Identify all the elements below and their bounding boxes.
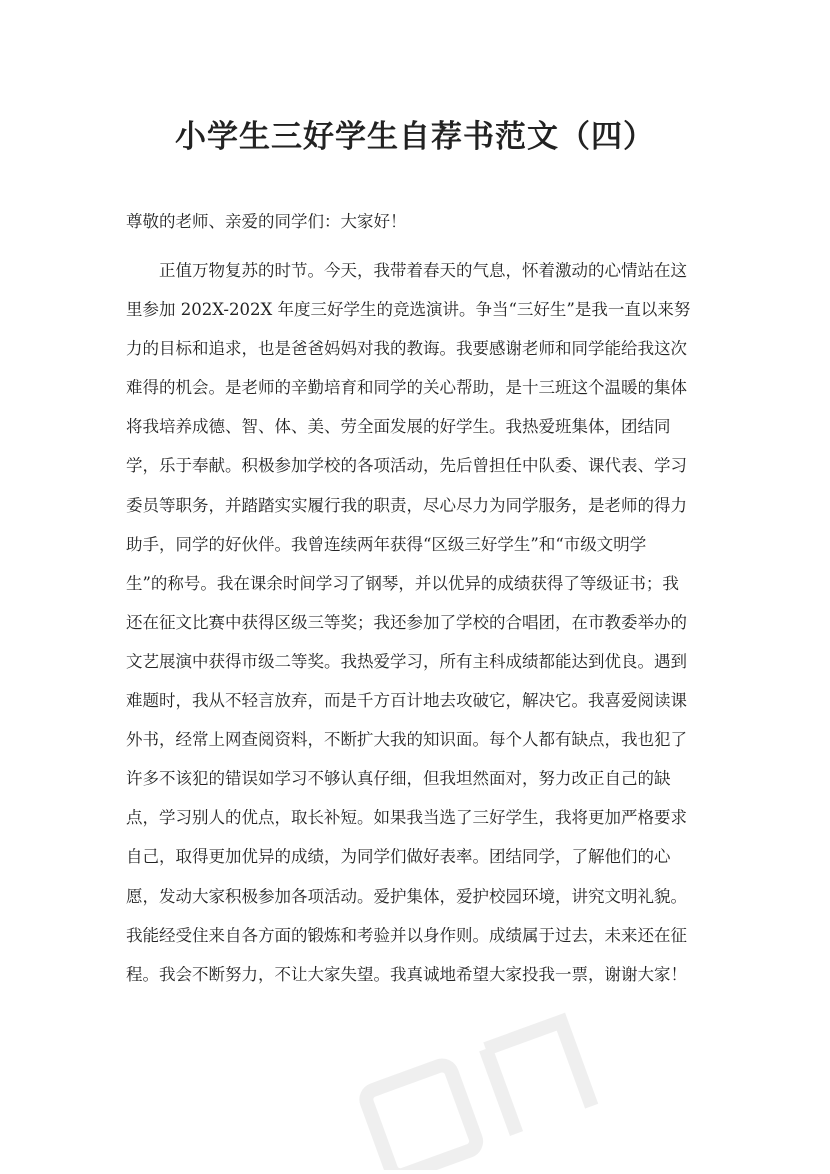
body-line: 委员等职务，并踏踏实实履行我的职责，尽心尽力为同学服务，是老师的得力 bbox=[126, 495, 687, 515]
body-line: 正值万物复苏的时节。今天，我带着春天的气息，怀着激动的心情站在这 bbox=[159, 261, 687, 280]
body-line: 外书，经常上网查阅资料，不断扩大我的知识面。每个人都有缺点，我也犯了 bbox=[126, 730, 687, 750]
watermark-logo bbox=[330, 1010, 650, 1170]
body-line: 文艺展演中获得市级二等奖。我热爱学习，所有主科成绩都能达到优良。遇到 bbox=[126, 651, 687, 671]
document-title: 小学生三好学生自荐书范文（四） bbox=[175, 119, 655, 155]
salutation: 尊敬的老师、亲爱的同学们：大家好！ bbox=[126, 212, 407, 231]
body-line: 点，学习别人的优点，取长补短。如果我当选了三好学生，我将更加严格要求 bbox=[126, 808, 687, 828]
body-text bbox=[126, 251, 726, 994]
body-line: 难得的机会。是老师的辛勤培育和同学的关心帮助，是十三班这个温暖的集体 bbox=[126, 378, 687, 398]
body-line: 里参加 202X-202X 年度三好学生的竞选演讲。争当“三好生”是我一直以来努 bbox=[126, 300, 691, 320]
body-line: 愿，发动大家积极参加各项活动。爱护集体，爱护校园环境，讲究文明礼貌。 bbox=[126, 886, 687, 906]
body-line: 我能经受住来自各方面的锻炼和考验并以身作则。成绩属于过去，未来还在征 bbox=[126, 925, 687, 945]
body-line: 将我培养成德、智、体、美、劳全面发展的好学生。我热爱班集体，团结同 bbox=[126, 417, 671, 437]
body-line: 还在征文比赛中获得区级三等奖；我还参加了学校的合唱团，在市教委举办的 bbox=[126, 612, 687, 632]
body-line: 难题时，我从不轻言放弃，而是千方百计地去攻破它，解决它。我喜爱阅读课 bbox=[126, 691, 687, 711]
body-line: 自己，取得更加优异的成绩，为同学们做好表率。团结同学，了解他们的心 bbox=[126, 847, 671, 867]
body-line: 许多不该犯的错误如学习不够认真仔细，但我坦然面对，努力改正自己的缺 bbox=[126, 769, 671, 789]
body-line: 助手，同学的好伙伴。我曾连续两年获得“区级三好学生”和“市级文明学 bbox=[126, 534, 647, 554]
body-line: 学，乐于奉献。积极参加学校的各项活动，先后曾担任中队委、课代表、学习 bbox=[126, 456, 687, 476]
body-line: 生”的称号。我在课余时间学习了钢琴，并以优异的成绩获得了等级证书；我 bbox=[126, 573, 679, 593]
body-line: 力的目标和追求，也是爸爸妈妈对我的教诲。我要感谢老师和同学能给我这次 bbox=[126, 339, 687, 359]
body-line: 程。我会不断努力，不让大家失望。我真诚地希望大家投我一票，谢谢大家！ bbox=[126, 964, 687, 984]
